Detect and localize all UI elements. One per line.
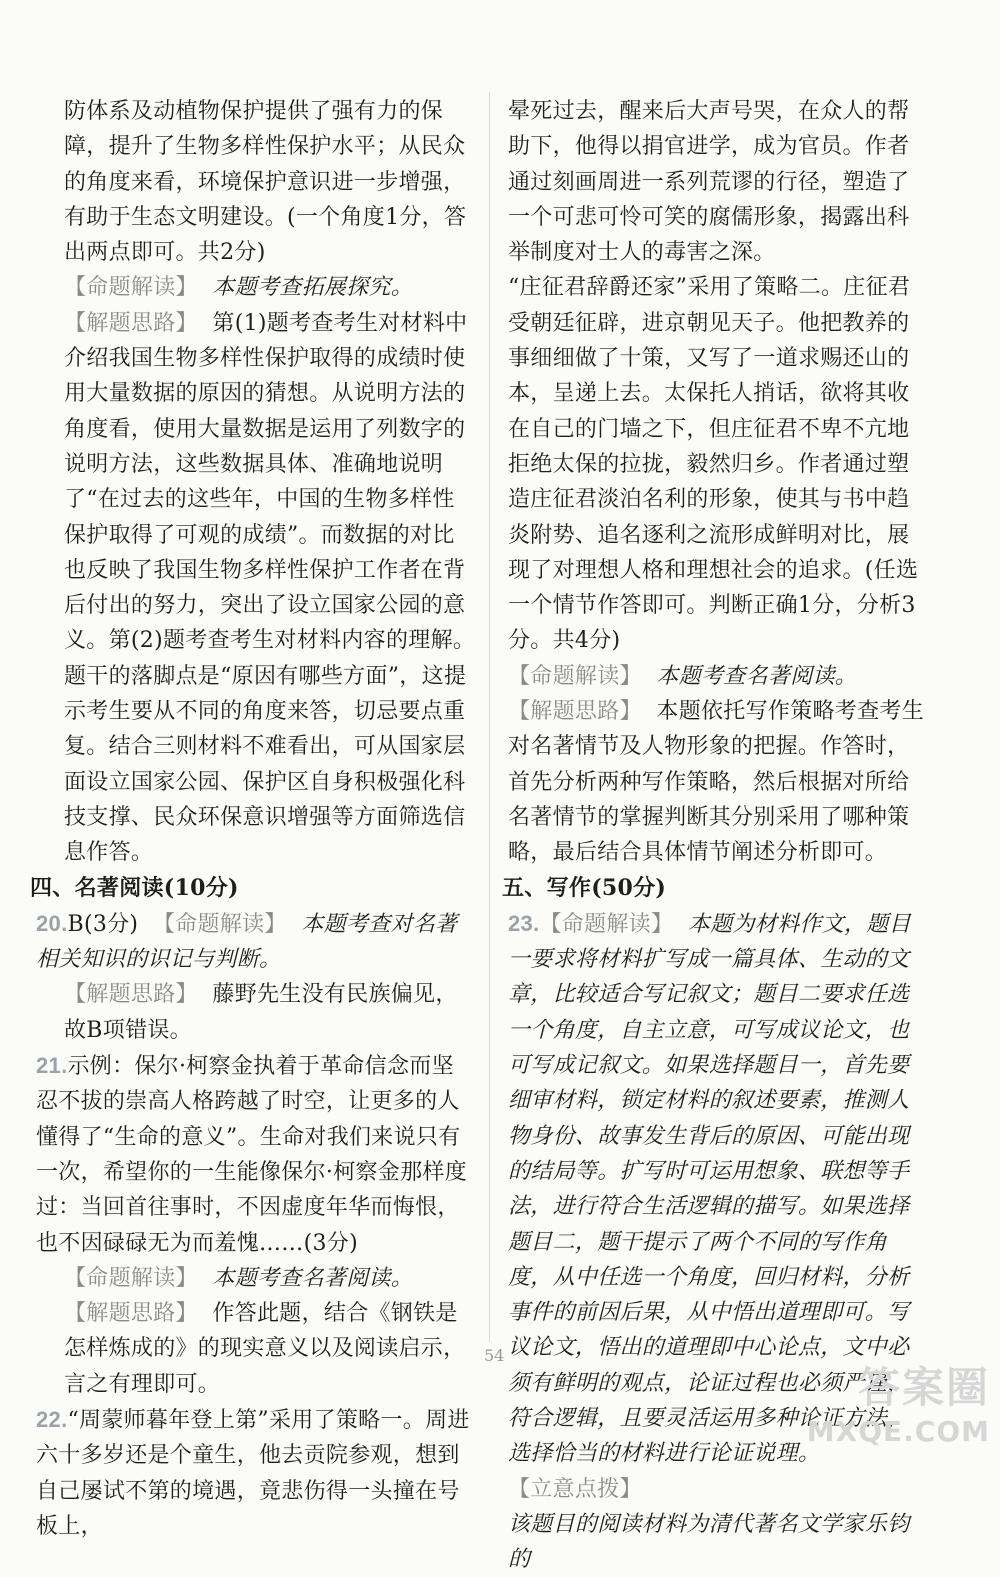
label-tag: 【解题思路】 bbox=[64, 982, 198, 1008]
watermark-logo bbox=[807, 1355, 990, 1448]
label-tag: 【命题解读】 bbox=[64, 1265, 198, 1291]
body-text: 本题考查对名著相关知识的识记与判断。 bbox=[36, 911, 458, 973]
label-tag: 【命题解读】 bbox=[508, 663, 642, 689]
body-text: 第(1)题考查考生对材料中介绍我国生物多样性保护取得的成绩时使用大量数据的原因的猜想。从说明方法的角度看，使用大量数据是运用了列数字的说明方法，这些数据具体、准确地说明了“在过去的这些年，中国的生物多样性保护取得了可观的成绩”。而数据的对比也反映了我国生物多样性保护工作者在背后付出的努力，突出了设立国家公园的意义。第(2)题考查考生对材料内容的理解。题干的落脚点是“原因有哪些方面”，这提示考生要从不同的角度来答，切忌要点重复。结合三则材料不难看出，可从国家层面设立国家公园、保护区自身积极强化科技支撑、民众环保意识增强等方面筛选信息作答。 bbox=[64, 310, 476, 866]
paragraph bbox=[36, 977, 476, 1048]
label-tag: 【解题思路】 bbox=[64, 1301, 198, 1327]
answer: B(3分) bbox=[67, 911, 139, 937]
question-22 bbox=[36, 1402, 476, 1544]
page-number: 54 bbox=[484, 1346, 505, 1365]
paragraph bbox=[508, 1472, 928, 1507]
label-tag: 【解题思路】 bbox=[64, 310, 198, 336]
paragraph: “庄征君辞爵还家”采用了策略二。庄征君受朝廷征辟，进京朝见天子。他把教养的事细细做了十策，又写了一道求赐还山的本，呈递上去。太保托人捎话，欲将其收在自己的门墙之下，但庄征君不卑不亢地拒绝太保的拉拢，毅然归乡。作者通过塑造庄征君淡泊名利的形象，使其与书中趋炎附势、追名逐利之流形成鲜明对比，展现了对理想人格和理想社会的追求。(任选一个情节作答即可。判断正确1分，分析3分。共4分) bbox=[508, 275, 919, 654]
paragraph bbox=[36, 1261, 476, 1296]
question-number: 21. bbox=[36, 1053, 68, 1079]
paragraph bbox=[508, 694, 928, 870]
paragraph: 晕死过去，醒来后大声号哭，在众人的帮助下，他得以捐官进学，成为官员。作者通过刻画周进一系列荒谬的行径，塑造了一个可悲可怜可笑的腐儒形象，揭露出科举制度对士人的毒害之深。 bbox=[508, 99, 910, 266]
body-text: 本题依托写作策略考查考生对名著情节及人物形象的把握。作答时，首先分析两种写作策略，然后根据对所给名著情节的掌握判断其分别采用了哪种策略，最后结合具体情节阐述分析即可。 bbox=[508, 699, 925, 866]
watermark-url: MXQE.COM bbox=[806, 1415, 990, 1448]
body-text: 本题考查名著阅读。 bbox=[656, 663, 858, 689]
body-text: 作答此题，结合《钢铁是怎样炼成的》的现实意义以及阅读启示，言之有理即可。 bbox=[64, 1301, 466, 1397]
paragraph: 该题目的阅读材料为清代著名文学家乐钧的 bbox=[508, 1511, 910, 1573]
question-number: 22. bbox=[36, 1406, 68, 1432]
paragraph bbox=[36, 1296, 476, 1402]
watermark-title: 答案圈 bbox=[857, 1363, 990, 1412]
section-heading: 四、名著阅读(10分) bbox=[30, 874, 239, 901]
question-20 bbox=[36, 906, 476, 978]
column-divider bbox=[489, 92, 490, 1342]
question-number: 20. bbox=[36, 910, 68, 936]
body-text: 本题考查拓展探究。 bbox=[212, 275, 414, 301]
label-tag: 【命题解读】 bbox=[152, 911, 287, 937]
paragraph: 防体系及动植物保护提供了强有力的保障，提升了生物多样性保护水平；从民众的角度来看，环境保护意识进一步增强，有助于生态文明建设。(一个角度1分，答出两点即可。共2分) bbox=[64, 99, 467, 266]
paragraph bbox=[508, 659, 928, 694]
label-tag: 【命题解读】 bbox=[64, 275, 198, 301]
question-21 bbox=[36, 1048, 476, 1261]
body-text: 本题为材料作文，题目一要求将材料扩写成一篇具体、生动的文章，比较适合写记叙文；题目二要求任选一个角度，自主立意，可写成议论文，也可写成记叙文。如果选择题目一，首先要细审材料，锁定材料的叙述要素，推测人物身份、故事发生背后的原因、可能出现的结局等。扩写时可运用想象、联想等手法，进行符合生活逻辑的描写。如果选择题目二，题干提示了两个不同的写作角度，从中任选一个角度，回归材料，分析事件的前因后果，从中悟出道理即可。写议论文，悟出的道理即中心论点，文中必须有鲜明的观点，论证过程也必须严谨，符合逻辑，且要灵活运用多种论证方法，选择恰当的材料进行论证说理。 bbox=[508, 911, 911, 1467]
body-text: 本题考查名著阅读。 bbox=[212, 1265, 414, 1291]
paragraph bbox=[36, 270, 476, 305]
paragraph bbox=[36, 306, 476, 871]
question-number: 23. bbox=[508, 910, 540, 936]
label-tag: 【立意点拨】 bbox=[508, 1476, 642, 1502]
section-heading: 五、写作(50分) bbox=[502, 874, 667, 901]
body-text: 藤野先生没有民族偏见，故B项错误。 bbox=[64, 982, 458, 1043]
body-text: “周蒙师暮年登上第”采用了策略一。周进六十多岁还是个童生，他去贡院参观，想到自己屡试不第的境遇，竟悲伤得一头撞在号板上， bbox=[36, 1407, 470, 1539]
label-tag: 【解题思路】 bbox=[508, 699, 642, 725]
body-text: 示例：保尔·柯察金执着于革命信念而坚忍不拔的崇高人格跨越了时空，让更多的人懂得了“生命的意义”。生命对我们来说只有一次，希望你的一生能像保尔·柯察金那样度过：当回首往事时，不因虚度年华而悔恨，也不因碌碌无为而羞愧……(3分) bbox=[36, 1054, 467, 1256]
label-tag: 【命题解读】 bbox=[539, 911, 674, 937]
left-column bbox=[30, 94, 476, 1544]
